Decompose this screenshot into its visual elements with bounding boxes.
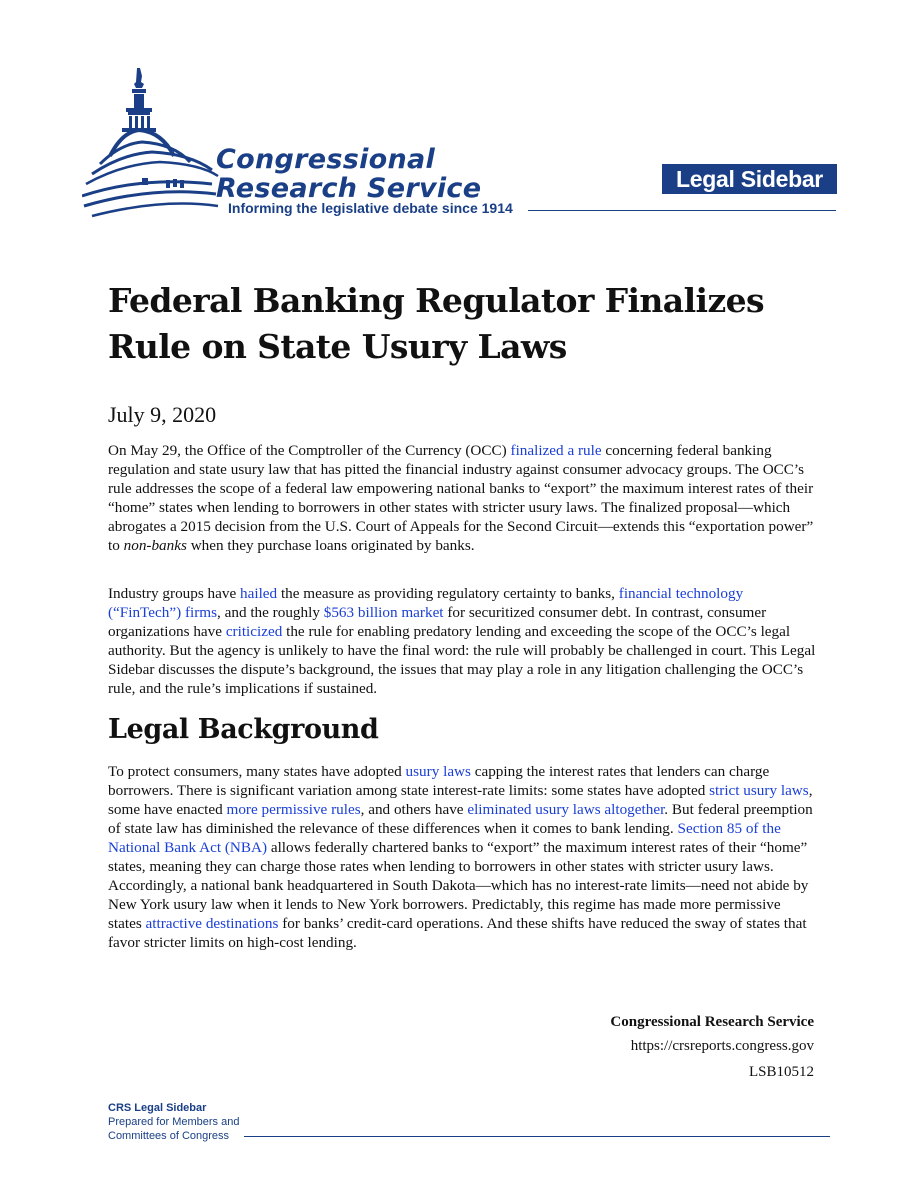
p2-text-2: the measure as providing regulatory certainty to banks,	[277, 585, 619, 602]
p2-text-5: the rule for enabling predatory lending and exceeding the scope of the OCC’s legal authority. But the agency is unlikely to have the final word: the rule will probably be challenged in court. This Legal Sidebar discusses the dispute’s background, the issues that may play a role in any litigation challenging the OCC’s rule, and the rule’s implications if sustained.	[108, 623, 816, 697]
report-code: LSB10512	[748, 1064, 814, 1080]
p2-text-4: for securitized consumer debt. In contrast, consumer organizations have	[108, 604, 767, 640]
crs-logo-line1: Congressional	[216, 144, 436, 175]
footer-title: CRS Legal Sidebar	[108, 1102, 207, 1114]
link-strict-usury-laws[interactable]: strict usury laws	[709, 782, 809, 799]
signature-org: Congressional Research Service	[610, 1014, 814, 1030]
link-eliminated-usury-laws[interactable]: eliminated usury laws altogether	[467, 801, 665, 818]
link-563-billion-market[interactable]: $563 billion market	[323, 604, 444, 621]
p3-text-4: , and others have	[360, 801, 468, 818]
footer-block	[108, 1101, 239, 1143]
p3-text-1: To protect consumers, many states have adopted	[108, 763, 406, 780]
footer-line-2: Prepared for Members and	[108, 1116, 240, 1128]
section-heading-legal-background: Legal Background	[108, 714, 379, 745]
link-more-permissive-rules[interactable]: more permissive rules	[226, 801, 361, 818]
link-section-85-nba[interactable]: Section 85 of the National Bank Act (NBA)	[108, 820, 781, 856]
legal-sidebar-badge: Legal Sidebar	[662, 164, 837, 194]
p1-text-2: concerning federal banking regulation and state usury law that has pitted the financial industry against consumer advocacy groups. The OCC’s rule addresses the scope of a federal law empowering national banks to “export” the maximum interest rates of their “home” states when lending to borrowers in other states with stricter usury laws. The finalized proposal—which abrogates a 2015 decision from the U.S. Court of Appeals for the Second Circuit—extends this “exportation power” to	[108, 442, 814, 554]
page-title: Federal Banking Regulator Finalizes Rule on State Usury Laws	[108, 281, 764, 366]
publication-date: July 9, 2020	[108, 402, 217, 427]
link-finalized-rule[interactable]: finalized a rule	[510, 442, 602, 459]
p3-text-6: allows federally chartered banks to “export” the maximum interest rates of their “home” states, meaning they can charge those rates when lending to borrowers in other states with stricter usury laws. Accordingly, a national bank headquartered in South Dakota—which has no interest-rate limits—need not abide by New York usury law when it lends to New York borrowers. Predictably, this regime has made more permissive states	[108, 839, 809, 932]
p2-text-3: , and the roughly	[217, 604, 324, 621]
paragraph-intro	[108, 441, 818, 555]
p3-text-5: . But federal preemption of state law has diminished the relevance of these differences when it comes to bank lending.	[108, 801, 813, 837]
link-fintech-firms[interactable]: financial technology (“FinTech”) firms	[108, 585, 744, 621]
footer-line-3: Committees of Congress	[108, 1130, 230, 1142]
p3-text-3: , some have enacted	[108, 782, 813, 818]
p3-text-7: for banks’ credit-card operations. And these shifts have reduced the sway of states that favor stricter limits on high-cost lending.	[108, 915, 807, 951]
crs-logo-wordmark	[216, 146, 481, 202]
paragraph-legal-background	[108, 762, 818, 952]
link-attractive-destinations[interactable]: attractive destinations	[145, 915, 279, 932]
signature-url[interactable]: https://crsreports.congress.gov	[630, 1038, 814, 1054]
p3-text-2: capping the interest rates that lenders can charge borrowers. There is significant variation among state interest-rate limits: some states have adopted	[108, 763, 770, 799]
p1-emphasis: non-banks	[123, 537, 187, 554]
paragraph-industry	[108, 584, 818, 698]
crs-tagline: Informing the legislative debate since 1914	[228, 200, 513, 216]
p2-text-1: Industry groups have	[108, 585, 241, 602]
crs-logo-line2: Research Service	[216, 173, 482, 204]
p1-text-1: On May 29, the Office of the Comptroller of the Currency (OCC)	[108, 442, 511, 459]
header-divider	[528, 210, 836, 211]
footer-divider	[244, 1136, 830, 1137]
link-usury-laws[interactable]: usury laws	[405, 763, 471, 780]
link-hailed[interactable]: hailed	[240, 585, 278, 602]
link-criticized[interactable]: criticized	[225, 623, 283, 640]
p1-text-3: when they purchase loans originated by banks.	[186, 537, 475, 554]
